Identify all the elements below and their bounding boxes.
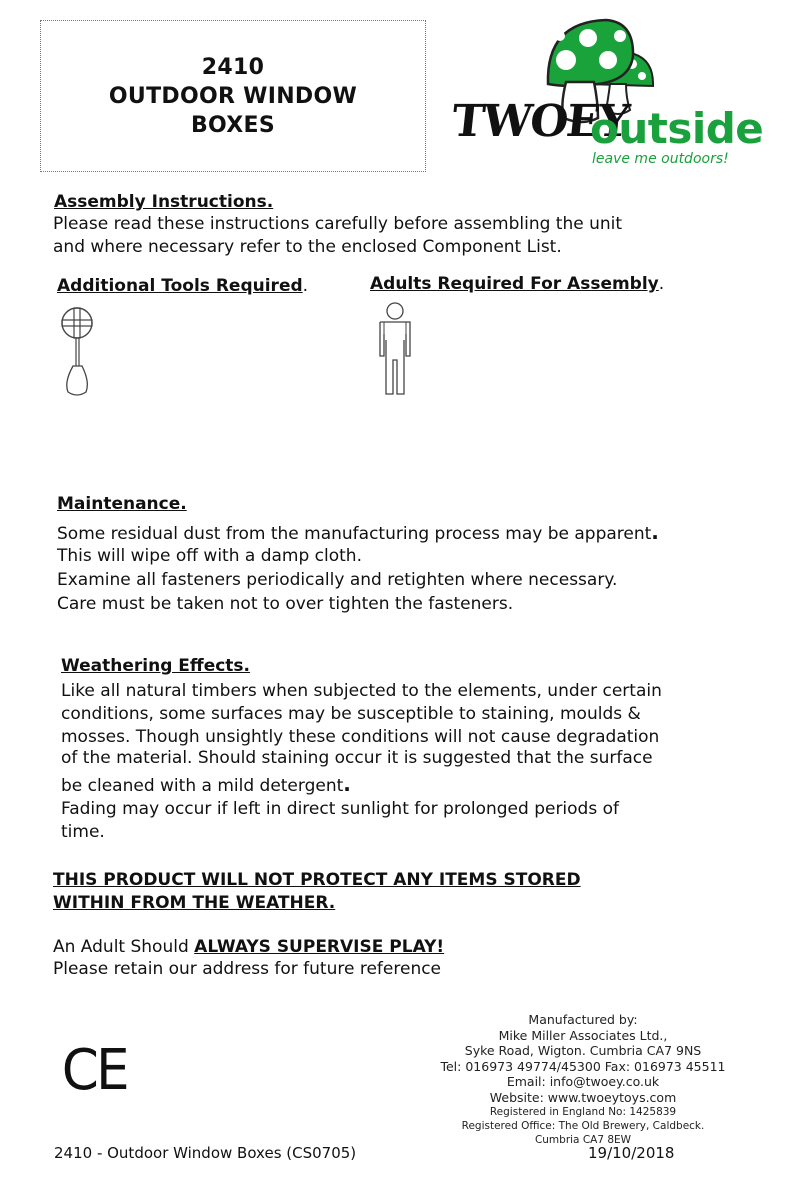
warning-line2: WITHIN FROM THE WEATHER. [53, 893, 336, 913]
weathering-line7: time. [61, 822, 105, 842]
assembly-heading: Assembly Instructions. [54, 192, 274, 212]
manufacturer-office-postcode: Cumbria CA7 8EW [534, 1134, 632, 1146]
weathering-heading: Weathering Effects. [61, 656, 251, 676]
footer-date: 19/10/2018 [588, 1144, 675, 1162]
person-icon [376, 302, 414, 398]
maintenance-line4: Care must be taken not to over tighten the fasteners. [57, 594, 514, 614]
brand-outside: outside [590, 104, 764, 153]
tools-heading [57, 276, 308, 296]
manufacturer-office: Registered Office: The Old Brewery, Caldbeck. [461, 1120, 705, 1132]
maintenance-line2: This will wipe off with a damp cloth. [57, 546, 362, 566]
manufacturer-block [430, 1012, 736, 1147]
adults-heading [370, 274, 664, 294]
weathering-line5-period: . [343, 772, 351, 796]
warning-line1: THIS PRODUCT WILL NOT PROTECT ANY ITEMS STORED [53, 870, 581, 890]
weathering-line4: of the material. Should staining occur it is suggested that the surface [61, 748, 653, 768]
assembly-line1: Please read these instructions carefully before assembling the unit [53, 214, 623, 234]
tools-heading-period: . [302, 276, 309, 296]
weathering-line2: conditions, some surfaces may be susceptible to staining, moulds & [61, 704, 641, 724]
ce-mark-icon: CE [61, 1038, 127, 1103]
adults-heading-period: . [658, 274, 665, 294]
assembly-line2: and where necessary refer to the enclosed Component List. [53, 237, 562, 257]
maintenance-line1-text: Some residual dust from the manufacturing process may be apparent [57, 524, 652, 544]
maintenance-line1 [57, 521, 659, 546]
maintenance-line1-period: . [651, 520, 659, 544]
manufacturer-line2: Mike Miller Associates Ltd., [498, 1027, 668, 1043]
product-title-line1: OUTDOOR WINDOW [108, 83, 358, 109]
retain-address-line: Please retain our address for future reference [53, 959, 442, 979]
adults-heading-text: Adults Required For Assembly [370, 274, 659, 294]
brand-twoey: TWOEY [449, 96, 631, 147]
manufacturer-line3: Syke Road, Wigton. Cumbria CA7 9NS [464, 1043, 702, 1058]
product-title-line2: BOXES [190, 112, 276, 138]
manufacturer-line1: Manufactured by: [528, 1012, 638, 1027]
manufacturer-website: Website: www.twoeytoys.com [489, 1089, 677, 1105]
weathering-line5-text: be cleaned with a mild detergent [61, 776, 344, 796]
weathering-line6: Fading may occur if left in direct sunlight for prolonged periods of [61, 799, 619, 819]
weathering-line5 [61, 773, 351, 798]
maintenance-heading: Maintenance. [57, 494, 187, 514]
title-box [40, 20, 426, 172]
supervise-emphasis: ALWAYS SUPERVISE PLAY! [194, 937, 445, 957]
maintenance-line3: Examine all fasteners periodically and retighten where necessary. [57, 570, 618, 590]
weathering-line1: Like all natural timbers when subjected to the elements, under certain [61, 681, 662, 701]
tools-heading-text: Additional Tools Required [57, 276, 303, 296]
manufacturer-registration: Registered in England No: 1425839 [489, 1106, 677, 1118]
manufacturer-email: Email: info@twoey.co.uk [506, 1074, 660, 1089]
manufacturer-line4: Tel: 016973 49774/45300 Fax: 016973 45511 [440, 1058, 726, 1074]
screwdriver-icon [56, 304, 100, 398]
weathering-line3: mosses. Though unsightly these conditions will not cause degradation [61, 727, 660, 747]
supervise-prefix: An Adult Should [53, 937, 195, 957]
product-code: 2410 [201, 54, 265, 80]
supervise-line1 [53, 936, 444, 959]
footer-document-id: 2410 - Outdoor Window Boxes (CS0705) [54, 1144, 357, 1162]
brand-tagline: leave me outdoors! [592, 151, 729, 167]
